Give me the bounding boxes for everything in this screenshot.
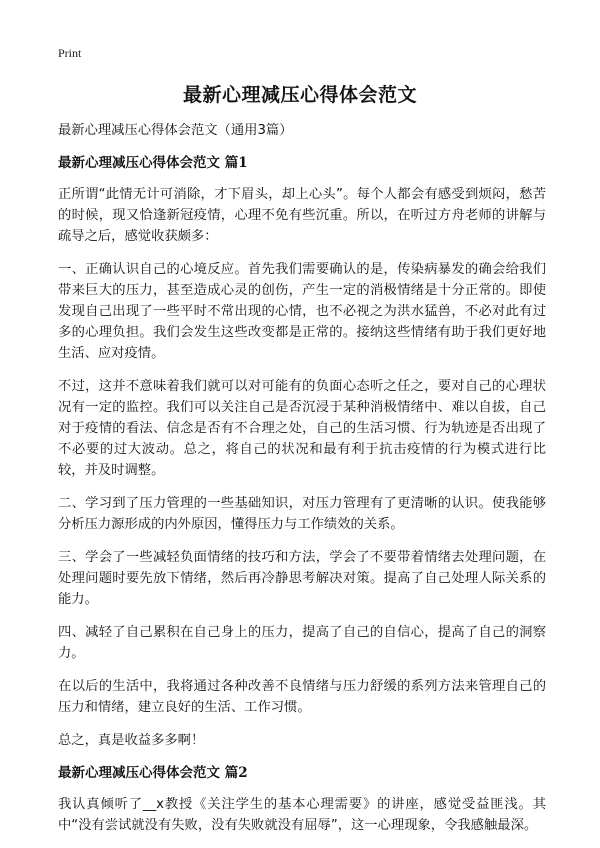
paragraph: 三、学会了一些减轻负面情绪的技巧和方法，学会了不要带着情绪去处理问题，在处理问题时要先放下情绪，然后再冷静思考解决对策。提高了自己处理人际关系的能力。 [58, 550, 546, 607]
paragraph: 总之，真是收益多多啊！ [58, 733, 205, 748]
print-label: Print [58, 46, 82, 60]
paragraph: 正所谓“此情无计可消除，才下眉头，却上心头”。每个人都会有感受到烦闷，愁苦的时候，现又恰逢新冠疫情，心理不免有些沉重。所以，在听过方舟老师的讲解与疏导之后，感觉收获颇多： [58, 187, 546, 244]
paragraph: 不过，这并不意味着我们就可以对可能有的负面心态听之任之，要对自己的心理状况有一定的监控。我们可以关注自己是否沉浸于某种消极情绪中、难以自拔，自己对于疫情的看法、信念是否有不合理之处，自己的生活习惯、行为轨迹是否出现了不必要的过大波动。总之，将自己的状况和最有利于抗击疫情的行为模式进行比较，并及时调整。 [58, 379, 546, 478]
section-heading: 最新心理减压心得体会范文 篇2 [58, 765, 248, 781]
document-body [58, 120, 546, 848]
paragraph: 我认真倾听了__x教授《关注学生的基本心理需要》的讲座，感觉受益匪浅。其中“没有尝试就没有失败，没有失败就没有屈辱”，这一心理现象，令我感触最深。 [58, 797, 546, 833]
document-subtitle: 最新心理减压心得体会范文（通用3篇） [58, 123, 293, 138]
section-heading: 最新心理减压心得体会范文 篇1 [58, 155, 248, 171]
page-title: 最新心理减压心得体会范文 [182, 84, 417, 106]
paragraph: 一、正确认识自己的心境反应。首先我们需要确认的是，传染病暴发的确会给我们带来巨大的压力，甚至造成心灵的创伤，产生一定的消极情绪是十分正常的。即使发现自己出现了一些平时不常出现的心情，也不必视之为洪水猛兽，不必对此有过多的心理负担。我们会发生这些改变都是正常的。接纳这些情绪有助于我们更好地生活、应对疫情。 [58, 262, 546, 361]
paragraph: 在以后的生活中，我将通过各种改善不良情绪与压力舒缓的系列方法来管理自己的压力和情绪，建立良好的生活、工作习惯。 [58, 679, 546, 715]
section-2 [58, 763, 546, 836]
paragraph: 二、学习到了压力管理的一些基础知识，对压力管理有了更清晰的认识。使我能够分析压力源形成的内外原因，懂得压力与工作绩效的关系。 [58, 496, 546, 532]
section-1 [58, 153, 546, 751]
paragraph: 四、减轻了自己累积在自己身上的压力，提高了自己的自信心，提高了自己的洞察力。 [58, 625, 546, 661]
